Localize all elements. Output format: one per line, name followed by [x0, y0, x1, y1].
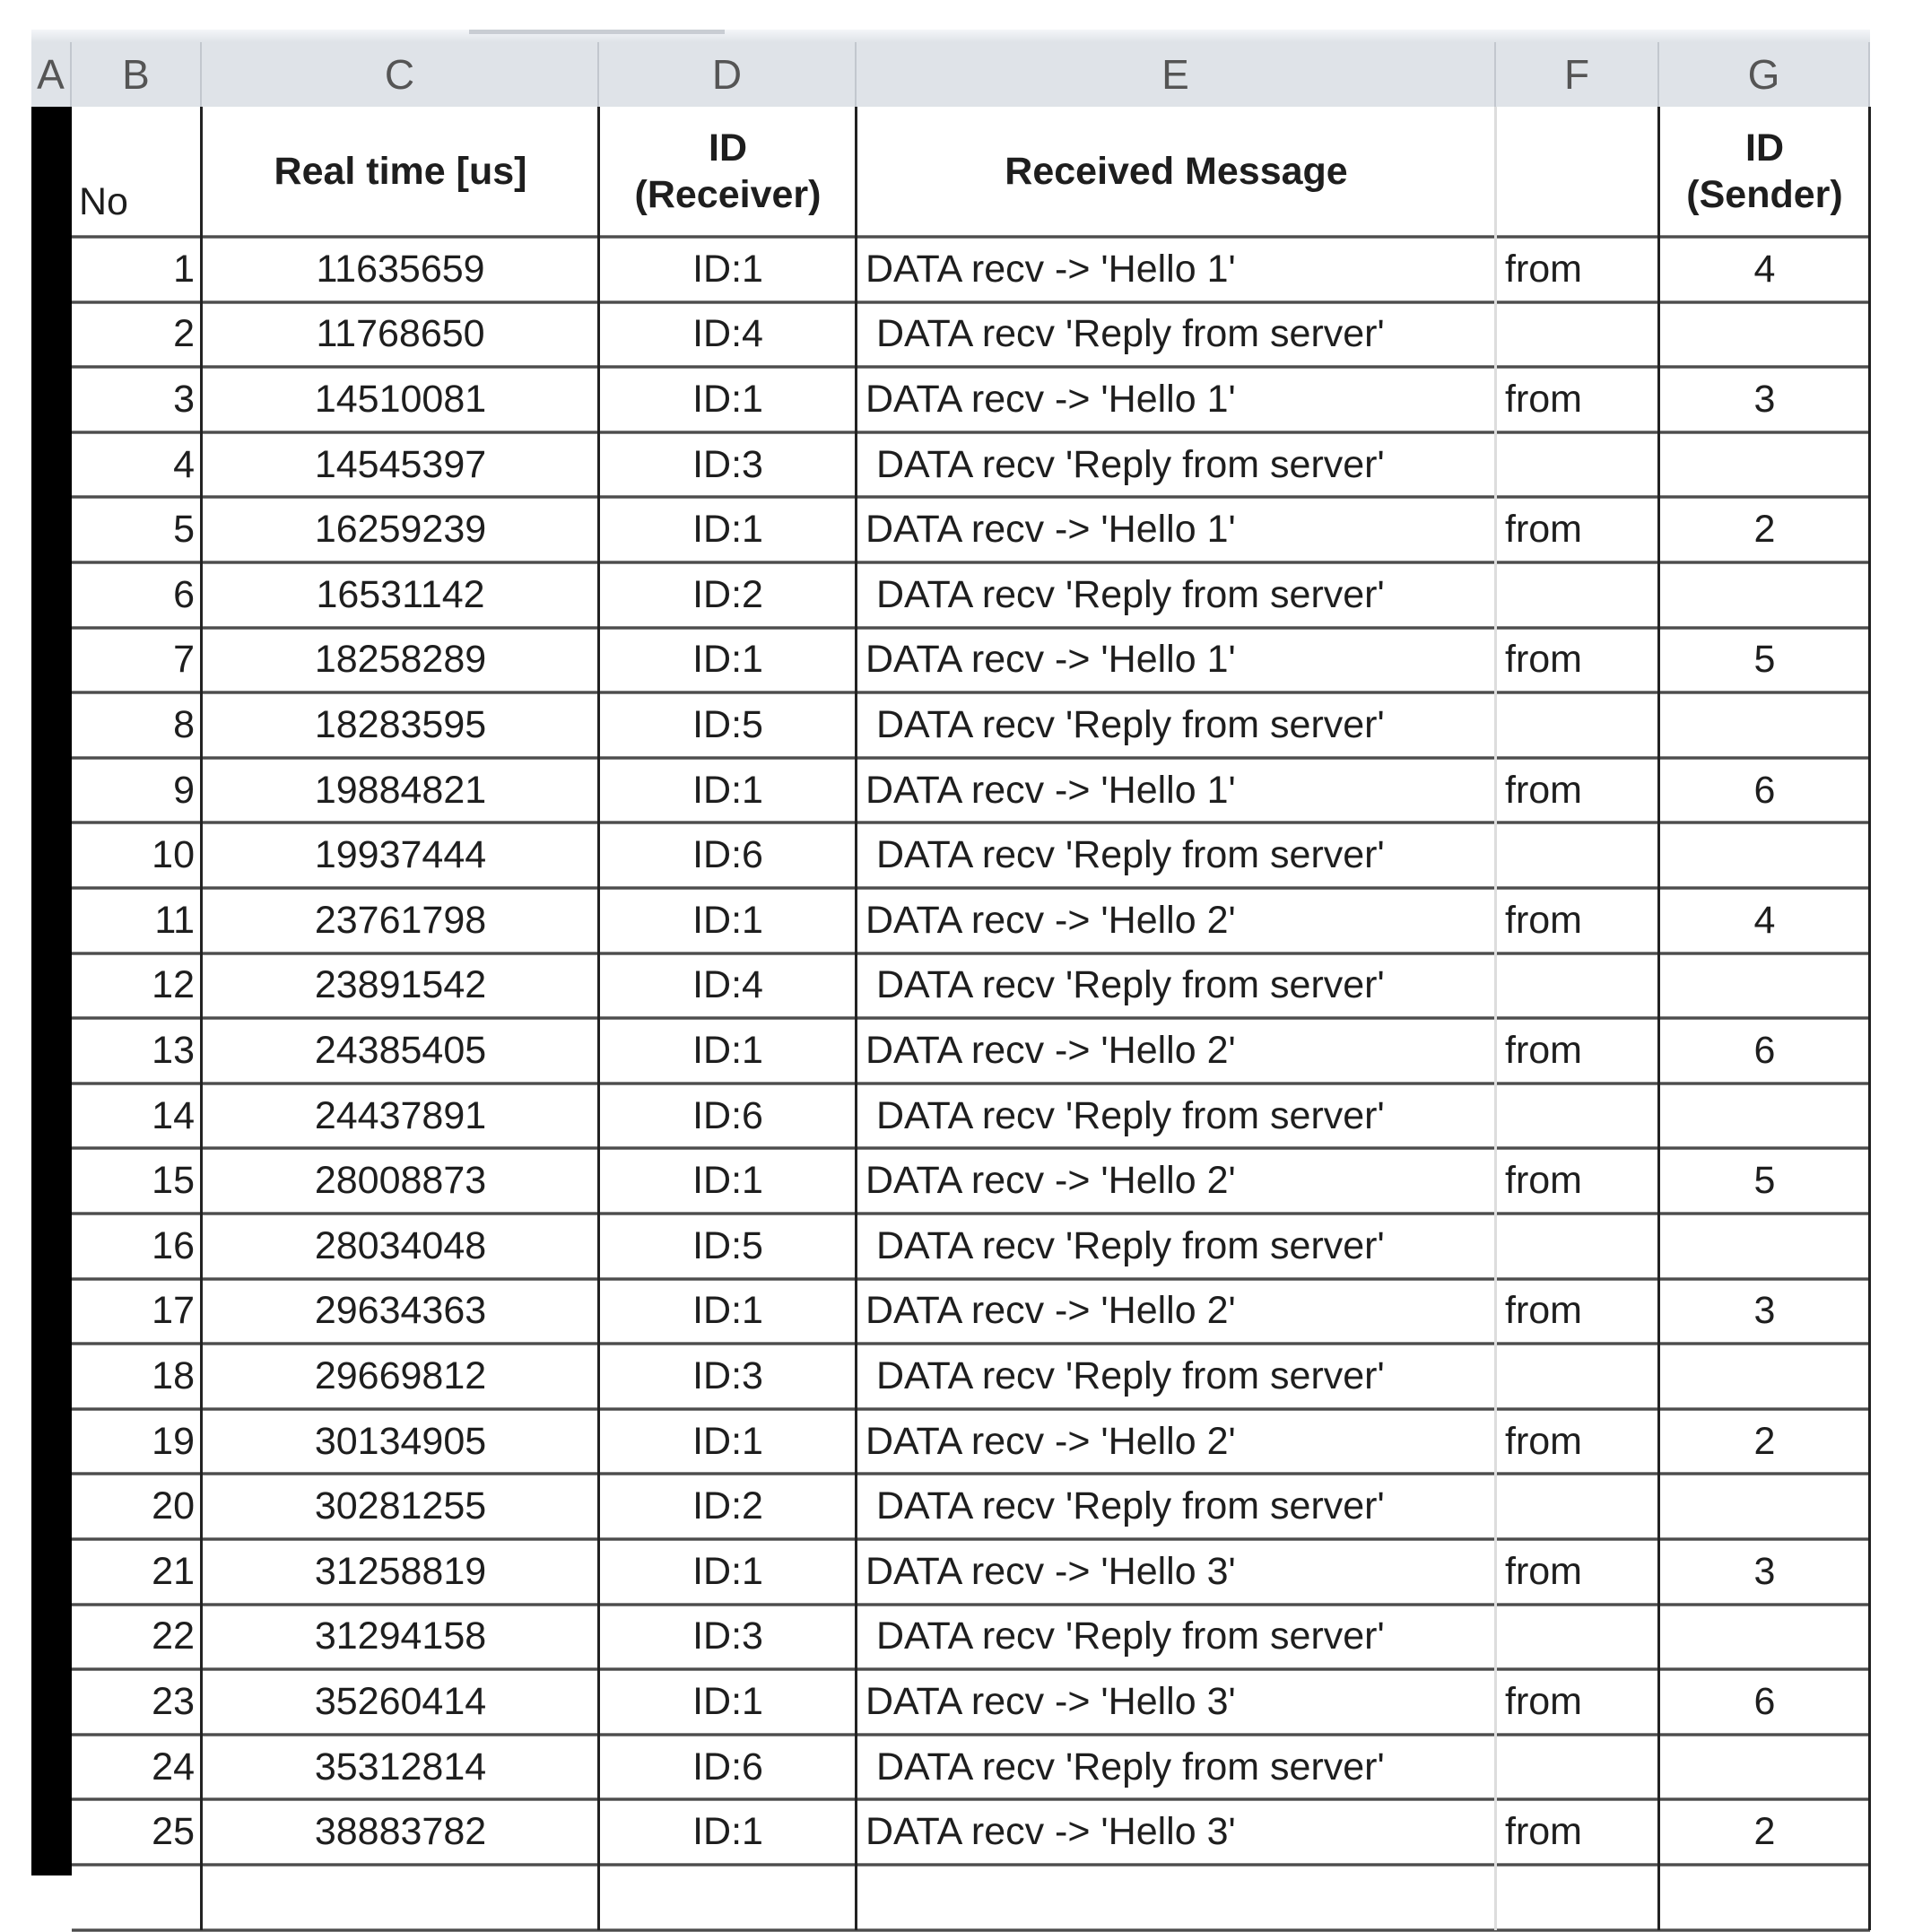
cell-no[interactable]: 25: [152, 1810, 195, 1854]
cell-real-time[interactable]: 18283595: [314, 702, 487, 746]
cell-received-message[interactable]: DATA recv -> 'Hello 1': [866, 768, 1236, 812]
cell-received-message[interactable]: DATA recv -> 'Hello 2': [866, 1028, 1236, 1072]
column-header-e[interactable]: E: [857, 42, 1496, 107]
cell-from[interactable]: [1496, 1344, 1659, 1409]
grid-column-divider: [1868, 107, 1871, 1930]
cell-from[interactable]: [1496, 302, 1659, 368]
cell-id-sender[interactable]: [1659, 302, 1870, 368]
cell-id-sender[interactable]: 3: [1753, 377, 1776, 421]
cell-id-receiver[interactable]: ID:4: [692, 963, 763, 1007]
cell-id-receiver[interactable]: ID:3: [692, 1614, 763, 1658]
cell-no[interactable]: 16: [152, 1223, 195, 1267]
cell-id-sender[interactable]: [1659, 953, 1870, 1019]
cell-id-receiver[interactable]: ID:1: [692, 508, 763, 552]
grid-row-divider: [72, 1667, 1870, 1671]
cell-from[interactable]: from: [1505, 377, 1582, 421]
cell-from[interactable]: from: [1505, 1028, 1582, 1072]
cell-id-receiver[interactable]: ID:1: [692, 1549, 763, 1593]
cell-no[interactable]: 21: [152, 1549, 195, 1593]
cell-received-message[interactable]: DATA recv -> 'Hello 3': [866, 1549, 1236, 1593]
cell-id-sender[interactable]: 6: [1753, 1028, 1776, 1072]
cell-from[interactable]: from: [1505, 638, 1582, 682]
header-id-sender-line2: (Sender): [1686, 172, 1843, 216]
grid-row-divider: [72, 1342, 1870, 1345]
cell-from[interactable]: from: [1505, 1289, 1582, 1333]
cell-from[interactable]: from: [1505, 1549, 1582, 1593]
cell-no[interactable]: 12: [152, 963, 195, 1007]
grid-row-divider: [72, 1863, 1870, 1867]
sheet-top-strip: [31, 30, 1870, 43]
cell-no[interactable]: 13: [152, 1028, 195, 1072]
header-id-receiver[interactable]: [599, 107, 857, 237]
cell-id-sender[interactable]: 4: [1753, 247, 1776, 291]
cell-real-time[interactable]: 28034048: [314, 1223, 487, 1267]
cell-id-sender[interactable]: 6: [1753, 768, 1776, 812]
cell-no[interactable]: 1: [173, 247, 195, 291]
cell-id-receiver[interactable]: ID:1: [692, 1289, 763, 1333]
cell-no[interactable]: 15: [152, 1159, 195, 1203]
cell-id-receiver[interactable]: ID:6: [692, 1093, 763, 1137]
column-header-b[interactable]: B: [72, 42, 202, 107]
cell-real-time[interactable]: 30134905: [314, 1419, 487, 1463]
header-f-blank[interactable]: [1496, 107, 1659, 237]
cell-id-sender[interactable]: [1659, 1083, 1870, 1149]
cell-real-time[interactable]: 11768650: [316, 312, 485, 356]
cell-no[interactable]: 22: [152, 1614, 195, 1658]
header-no[interactable]: No: [79, 180, 128, 224]
column-header-a[interactable]: A: [31, 42, 72, 107]
cell-id-sender[interactable]: [1659, 562, 1870, 628]
cell-received-message[interactable]: DATA recv -> 'Hello 1': [866, 638, 1236, 682]
cell-received-message[interactable]: DATA recv 'Reply from server': [866, 1484, 1385, 1528]
cell-no[interactable]: 10: [152, 833, 195, 877]
cell-id-receiver[interactable]: ID:1: [692, 1810, 763, 1854]
cell-id-sender[interactable]: [1659, 1735, 1870, 1800]
cell-no[interactable]: 18: [152, 1353, 195, 1397]
cell-id-receiver[interactable]: ID:4: [692, 312, 763, 356]
cell-id-receiver[interactable]: ID:1: [692, 247, 763, 291]
cell-received-message[interactable]: DATA recv 'Reply from server': [866, 833, 1385, 877]
cell-real-time[interactable]: 35312814: [314, 1745, 487, 1788]
cell-received-message[interactable]: DATA recv -> 'Hello 1': [866, 508, 1236, 552]
cell-id-sender[interactable]: [1659, 432, 1870, 498]
cell-received-message[interactable]: DATA recv 'Reply from server': [866, 1223, 1385, 1267]
grid-row-divider: [72, 495, 1870, 499]
cell-id-receiver[interactable]: ID:1: [692, 638, 763, 682]
cell-real-time[interactable]: 23891542: [314, 963, 487, 1007]
grid-row-divider: [72, 1472, 1870, 1475]
cell-id-sender[interactable]: 6: [1753, 1679, 1776, 1723]
cell-from[interactable]: from: [1505, 1810, 1582, 1854]
grid-row-divider: [72, 561, 1870, 564]
cell-real-time[interactable]: 35260414: [314, 1679, 487, 1723]
cell-received-message[interactable]: DATA recv -> 'Hello 2': [866, 898, 1236, 942]
cell-real-time[interactable]: 28008873: [314, 1159, 487, 1203]
cell-id-receiver[interactable]: ID:1: [692, 1419, 763, 1463]
cell-received-message[interactable]: DATA recv 'Reply from server': [866, 1745, 1385, 1788]
grid-row-divider: [72, 1928, 1870, 1932]
grid-row-divider: [72, 1603, 1870, 1606]
cell-received-message[interactable]: DATA recv 'Reply from server': [866, 963, 1385, 1007]
cell-from[interactable]: from: [1505, 247, 1582, 291]
grid-column-divider: [200, 107, 203, 1930]
grid-row-divider: [72, 886, 1870, 890]
cell-id-receiver[interactable]: ID:1: [692, 1028, 763, 1072]
cell-real-time[interactable]: 24437891: [314, 1093, 487, 1137]
cell-id-receiver[interactable]: ID:2: [692, 1484, 763, 1528]
cell-received-message[interactable]: DATA recv -> 'Hello 3': [866, 1810, 1236, 1854]
grid-row-divider: [72, 952, 1870, 955]
cell-id-receiver[interactable]: ID:1: [692, 377, 763, 421]
grid-row-divider: [72, 1277, 1870, 1281]
cell-from[interactable]: from: [1505, 1419, 1582, 1463]
cell-from[interactable]: [1496, 1214, 1659, 1279]
cell-received-message[interactable]: DATA recv -> 'Hello 2': [866, 1289, 1236, 1333]
grid-row-divider: [72, 821, 1870, 824]
cell-no[interactable]: 7: [173, 638, 195, 682]
cell-received-message[interactable]: DATA recv 'Reply from server': [866, 312, 1385, 356]
cell-real-time[interactable]: 23761798: [314, 898, 487, 942]
grid-row-divider: [72, 1016, 1870, 1020]
grid-row-divider: [72, 691, 1870, 694]
cell-received-message[interactable]: DATA recv 'Reply from server': [866, 1614, 1385, 1658]
cell-id-receiver[interactable]: ID:5: [692, 1223, 763, 1267]
grid-column-divider: [1657, 107, 1660, 1930]
cell-from[interactable]: from: [1505, 1679, 1582, 1723]
cell-no[interactable]: 5: [173, 508, 195, 552]
scroll-tab: [469, 30, 725, 34]
cell-id-receiver[interactable]: ID:6: [692, 833, 763, 877]
column-header-f[interactable]: F: [1496, 42, 1659, 107]
cell-id-receiver[interactable]: ID:2: [692, 572, 763, 616]
cell-from[interactable]: [1496, 1083, 1659, 1149]
cell-real-time[interactable]: 19884821: [314, 768, 487, 812]
spreadsheet: [31, 30, 1870, 1875]
cell-from[interactable]: [1496, 953, 1659, 1019]
header-id-receiver-line1: ID: [709, 126, 747, 170]
grid-row-divider: [72, 365, 1870, 369]
cell-from[interactable]: [1496, 1735, 1659, 1800]
cell-no[interactable]: 23: [152, 1679, 195, 1723]
grid-row-divider: [72, 1733, 1870, 1736]
grid-row-divider: [72, 1407, 1870, 1411]
cell-id-receiver[interactable]: ID:1: [692, 1159, 763, 1203]
cell-received-message[interactable]: DATA recv 'Reply from server': [866, 1093, 1385, 1137]
grid-row-divider: [72, 431, 1870, 434]
cell-no[interactable]: 24: [152, 1745, 195, 1788]
cell-real-time[interactable]: 29634363: [314, 1289, 487, 1333]
cell-received-message[interactable]: DATA recv 'Reply from server': [866, 442, 1385, 486]
cell-no[interactable]: 17: [152, 1289, 195, 1333]
cell-id-sender[interactable]: [1659, 1474, 1870, 1539]
cell-received-message[interactable]: DATA recv -> 'Hello 3': [866, 1679, 1236, 1723]
cell-received-message[interactable]: DATA recv 'Reply from server': [866, 702, 1385, 746]
column-a-black-bar: [31, 107, 72, 1875]
cell-real-time[interactable]: 29669812: [314, 1353, 487, 1397]
header-id-sender[interactable]: [1659, 107, 1870, 237]
grid-row-divider: [72, 1082, 1870, 1085]
cell-id-receiver[interactable]: ID:5: [692, 702, 763, 746]
cell-id-receiver[interactable]: ID:3: [692, 1353, 763, 1397]
cell-real-time[interactable]: 11635659: [316, 247, 485, 291]
grid-column-divider: [1494, 107, 1497, 1930]
cell-no[interactable]: 3: [173, 377, 195, 421]
cell-from[interactable]: from: [1505, 508, 1582, 552]
cell-received-message[interactable]: DATA recv -> 'Hello 1': [866, 377, 1236, 421]
cell-real-time[interactable]: 14510081: [314, 377, 487, 421]
grid-row-divider: [72, 1146, 1870, 1150]
header-id-sender-line1: ID: [1745, 126, 1784, 170]
cell-received-message[interactable]: DATA recv -> 'Hello 2': [866, 1419, 1236, 1463]
cell-id-sender[interactable]: 3: [1753, 1549, 1776, 1593]
cell-real-time[interactable]: 31258819: [314, 1549, 487, 1593]
cell-from[interactable]: [1496, 822, 1659, 888]
cell-id-sender[interactable]: 5: [1753, 638, 1776, 682]
column-header-g[interactable]: G: [1659, 42, 1870, 107]
cell-from[interactable]: [1496, 1605, 1659, 1670]
cell-received-message[interactable]: DATA recv 'Reply from server': [866, 572, 1385, 616]
cell-real-time[interactable]: 31294158: [314, 1614, 487, 1658]
column-header-d[interactable]: D: [599, 42, 857, 107]
cell-id-sender[interactable]: [1659, 1344, 1870, 1409]
cell-id-sender[interactable]: [1659, 822, 1870, 888]
cell-received-message[interactable]: DATA recv -> 'Hello 2': [866, 1159, 1236, 1203]
cell-id-receiver[interactable]: ID:1: [692, 768, 763, 812]
header-received-message[interactable]: Received Message: [1005, 149, 1348, 193]
header-real-time[interactable]: Real time [us]: [274, 149, 527, 193]
grid-row-divider: [72, 1212, 1870, 1215]
cell-real-time[interactable]: 16259239: [314, 508, 487, 552]
cell-from[interactable]: [1496, 1474, 1659, 1539]
cell-id-sender[interactable]: [1659, 1214, 1870, 1279]
grid-row-divider: [72, 756, 1870, 760]
cell-no[interactable]: 14: [152, 1093, 195, 1137]
cell-id-sender[interactable]: 2: [1753, 1810, 1776, 1854]
cell-from[interactable]: [1496, 692, 1659, 758]
grid-column-divider: [597, 107, 600, 1930]
cell-from[interactable]: [1496, 562, 1659, 628]
grid-row-divider: [72, 300, 1870, 304]
cell-id-sender[interactable]: 4: [1753, 898, 1776, 942]
grid-row-divider: [72, 235, 1870, 239]
cell-from[interactable]: from: [1505, 898, 1582, 942]
cell-no[interactable]: 19: [152, 1419, 195, 1463]
cell-received-message[interactable]: DATA recv -> 'Hello 1': [866, 247, 1236, 291]
cell-no[interactable]: 20: [152, 1484, 195, 1528]
cell-id-sender[interactable]: 2: [1753, 508, 1776, 552]
cell-real-time[interactable]: 30281255: [314, 1484, 487, 1528]
cell-real-time[interactable]: 16531142: [316, 572, 485, 616]
cell-no[interactable]: 8: [173, 702, 195, 746]
cell-id-sender[interactable]: [1659, 1605, 1870, 1670]
cell-no[interactable]: 11: [154, 898, 195, 942]
cell-real-time[interactable]: 38883782: [314, 1810, 487, 1854]
cell-id-sender[interactable]: 2: [1753, 1419, 1776, 1463]
grid-row-divider: [72, 1537, 1870, 1541]
cell-id-receiver[interactable]: ID:6: [692, 1745, 763, 1788]
cell-from[interactable]: [1496, 432, 1659, 498]
cell-received-message[interactable]: DATA recv 'Reply from server': [866, 1353, 1385, 1397]
cell-id-receiver[interactable]: ID:3: [692, 442, 763, 486]
cell-id-receiver[interactable]: ID:1: [692, 1679, 763, 1723]
cell-id-sender[interactable]: 5: [1753, 1159, 1776, 1203]
grid-column-divider: [855, 107, 857, 1930]
cell-real-time[interactable]: 18258289: [314, 638, 487, 682]
cell-id-sender[interactable]: [1659, 692, 1870, 758]
cell-id-sender[interactable]: 3: [1753, 1289, 1776, 1333]
cell-no[interactable]: 6: [173, 572, 195, 616]
cell-real-time[interactable]: 14545397: [314, 442, 487, 486]
header-id-receiver-line2: (Receiver): [634, 172, 822, 216]
grid-row-divider: [72, 626, 1870, 630]
cell-real-time[interactable]: 24385405: [314, 1028, 487, 1072]
cell-no[interactable]: 4: [173, 442, 195, 486]
cell-id-receiver[interactable]: ID:1: [692, 898, 763, 942]
cell-from[interactable]: from: [1505, 1159, 1582, 1203]
cell-from[interactable]: from: [1505, 768, 1582, 812]
cell-real-time[interactable]: 19937444: [314, 833, 487, 877]
column-header-c[interactable]: C: [202, 42, 599, 107]
grid-row-divider: [72, 1797, 1870, 1801]
cell-no[interactable]: 9: [173, 768, 195, 812]
cell-no[interactable]: 2: [173, 312, 195, 356]
